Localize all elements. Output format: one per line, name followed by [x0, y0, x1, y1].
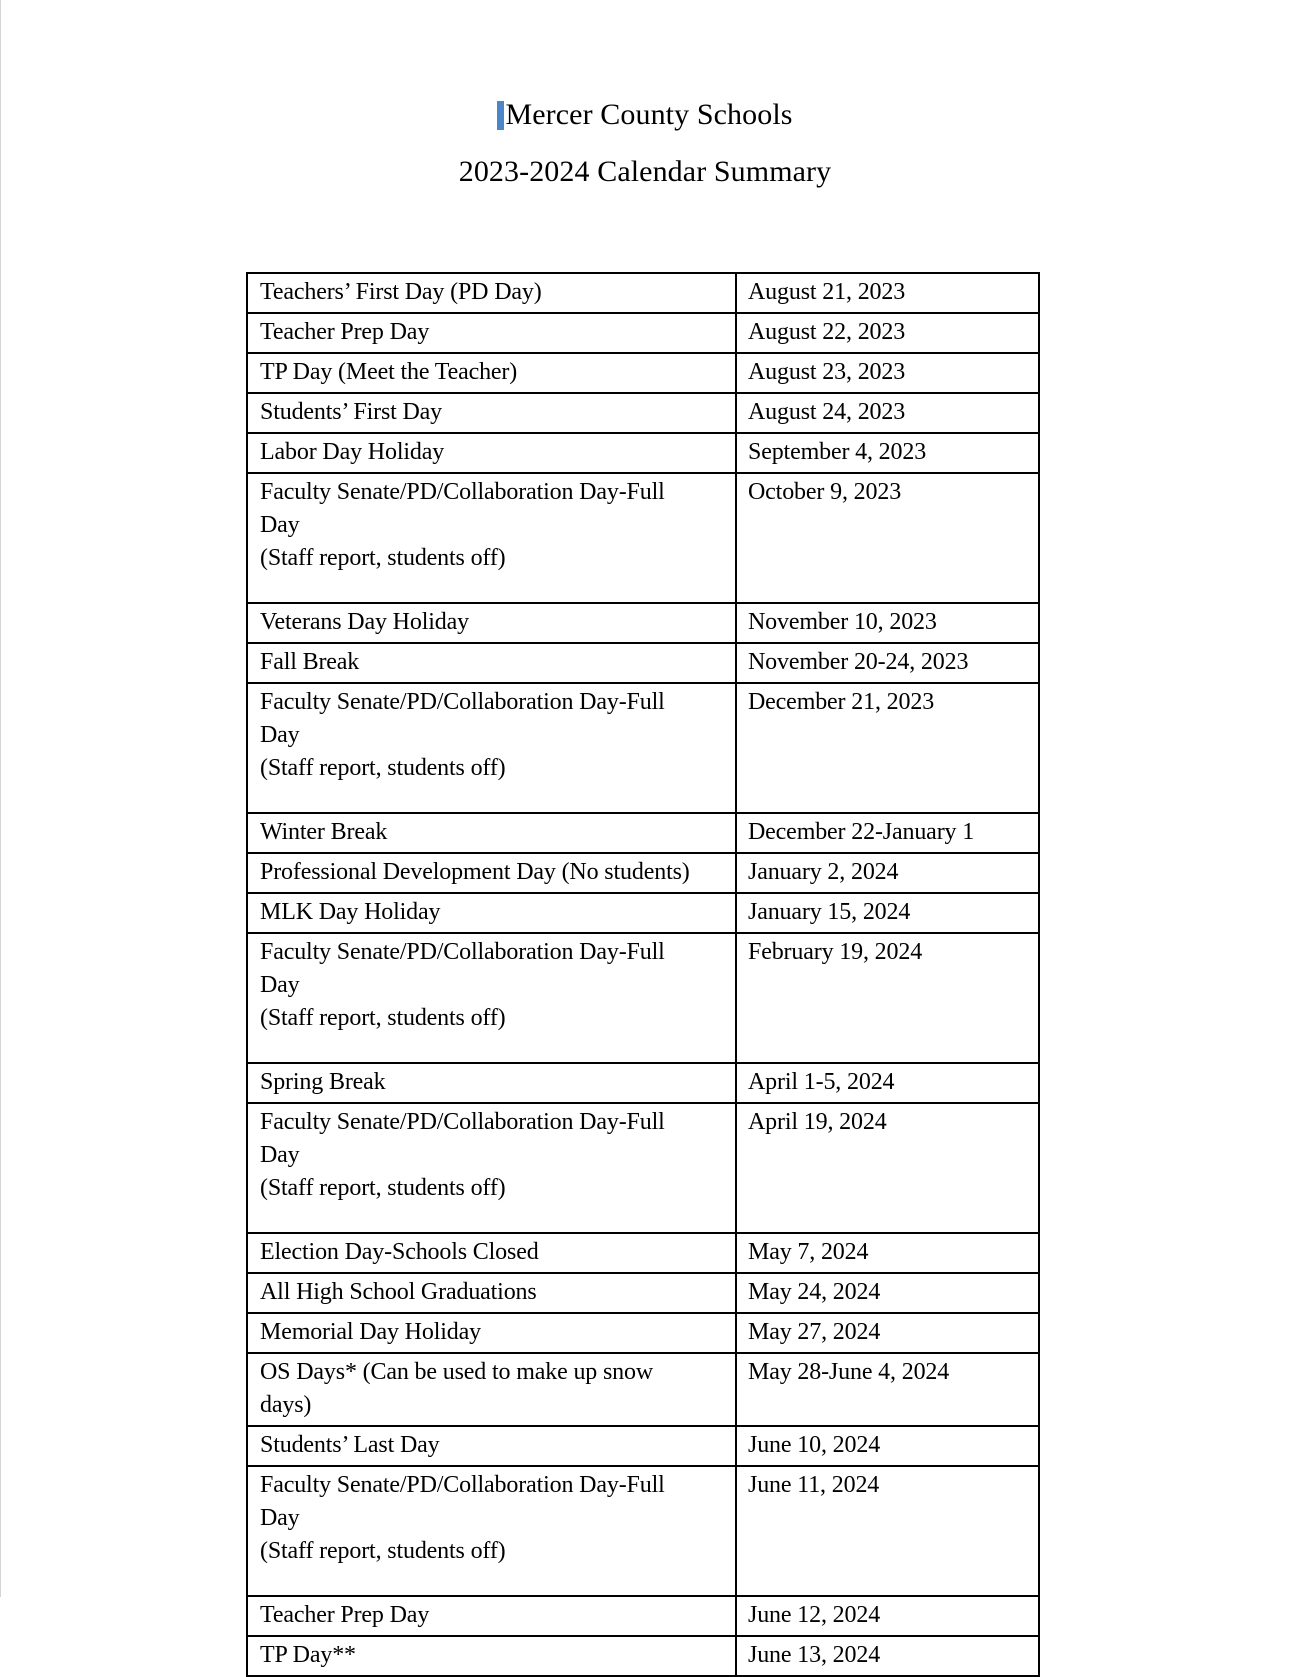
table-row [247, 643, 1039, 683]
page-edge [0, 0, 1, 1597]
event-line: Day [260, 972, 300, 998]
event-line: (Staff report, students off) [260, 1538, 506, 1564]
event-line: days) [260, 1392, 312, 1418]
table-row [247, 313, 1039, 353]
table-row [247, 1466, 1039, 1596]
event-line: Day [260, 1142, 300, 1168]
event-line: (Staff report, students off) [260, 755, 506, 781]
event-cell: Winter Break [247, 813, 736, 853]
date-cell: April 1-5, 2024 [736, 1063, 1039, 1103]
date-cell: June 13, 2024 [736, 1636, 1039, 1676]
event-line: Day [260, 512, 300, 538]
table-row [247, 1636, 1039, 1676]
date-cell: September 4, 2023 [736, 433, 1039, 473]
table-row [247, 1353, 1039, 1426]
event-line: Faculty Senate/PD/Collaboration Day-Full [260, 479, 665, 505]
date-cell: November 10, 2023 [736, 603, 1039, 643]
event-line: Faculty Senate/PD/Collaboration Day-Full [260, 939, 665, 965]
table-row [247, 353, 1039, 393]
event-cell: Election Day-Schools Closed [247, 1233, 736, 1273]
table-row [247, 1313, 1039, 1353]
table-row [247, 433, 1039, 473]
event-line: Faculty Senate/PD/Collaboration Day-Full [260, 1109, 665, 1135]
date-cell: June 10, 2024 [736, 1426, 1039, 1466]
table-row [247, 603, 1039, 643]
date-cell: April 19, 2024 [736, 1103, 1039, 1233]
event-line: Faculty Senate/PD/Collaboration Day-Full [260, 1472, 665, 1498]
date-cell: May 24, 2024 [736, 1273, 1039, 1313]
date-cell: August 21, 2023 [736, 273, 1039, 313]
event-cell: TP Day (Meet the Teacher) [247, 353, 736, 393]
event-cell: Spring Break [247, 1063, 736, 1103]
page-subtitle: 2023-2024 Calendar Summary [458, 155, 832, 188]
table-row [247, 1233, 1039, 1273]
event-cell [247, 473, 736, 603]
calendar-summary-table [246, 272, 1040, 1677]
table-row [247, 473, 1039, 603]
event-line: Day [260, 1505, 300, 1531]
event-line: (Staff report, students off) [260, 1175, 506, 1201]
event-cell: TP Day** [247, 1636, 736, 1676]
page-title [497, 96, 792, 134]
table-row [247, 933, 1039, 1063]
date-cell: November 20-24, 2023 [736, 643, 1039, 683]
date-cell: August 24, 2023 [736, 393, 1039, 433]
event-cell: All High School Graduations [247, 1273, 736, 1313]
event-line: Day [260, 722, 300, 748]
date-cell: May 27, 2024 [736, 1313, 1039, 1353]
event-line: (Staff report, students off) [260, 545, 506, 571]
date-cell: February 19, 2024 [736, 933, 1039, 1063]
event-line: OS Days* (Can be used to make up snow [260, 1359, 654, 1385]
date-cell: June 11, 2024 [736, 1466, 1039, 1596]
calendar-table-body [247, 273, 1039, 1676]
table-row [247, 393, 1039, 433]
date-cell: August 22, 2023 [736, 313, 1039, 353]
event-cell: Fall Break [247, 643, 736, 683]
event-cell: Students’ Last Day [247, 1426, 736, 1466]
table-row [247, 1426, 1039, 1466]
event-cell: Veterans Day Holiday [247, 603, 736, 643]
date-cell: June 12, 2024 [736, 1596, 1039, 1636]
event-cell: Teacher Prep Day [247, 313, 736, 353]
table-row [247, 683, 1039, 813]
event-cell [247, 1103, 736, 1233]
event-cell [247, 1466, 736, 1596]
event-cell: Teacher Prep Day [247, 1596, 736, 1636]
table-row [247, 1103, 1039, 1233]
date-cell: May 28-June 4, 2024 [736, 1353, 1039, 1426]
page-title-text: Mercer County Schools [505, 98, 793, 131]
table-row [247, 1273, 1039, 1313]
date-cell: December 21, 2023 [736, 683, 1039, 813]
date-cell: October 9, 2023 [736, 473, 1039, 603]
table-row [247, 1596, 1039, 1636]
event-cell [247, 1353, 736, 1426]
date-cell: May 7, 2024 [736, 1233, 1039, 1273]
text-cursor-icon [497, 101, 504, 130]
event-line: (Staff report, students off) [260, 1005, 506, 1031]
table-row [247, 273, 1039, 313]
date-cell: August 23, 2023 [736, 353, 1039, 393]
table-row [247, 1063, 1039, 1103]
date-cell: January 15, 2024 [736, 893, 1039, 933]
document-header [0, 0, 1290, 191]
event-cell: Teachers’ First Day (PD Day) [247, 273, 736, 313]
event-line: Faculty Senate/PD/Collaboration Day-Full [260, 689, 665, 715]
event-cell [247, 683, 736, 813]
table-row [247, 853, 1039, 893]
event-cell: Memorial Day Holiday [247, 1313, 736, 1353]
event-cell: Labor Day Holiday [247, 433, 736, 473]
table-row [247, 813, 1039, 853]
table-row [247, 893, 1039, 933]
event-cell: MLK Day Holiday [247, 893, 736, 933]
event-cell: Professional Development Day (No students) [247, 853, 736, 893]
date-cell: January 2, 2024 [736, 853, 1039, 893]
event-cell [247, 933, 736, 1063]
date-cell: December 22-January 1 [736, 813, 1039, 853]
event-cell: Students’ First Day [247, 393, 736, 433]
